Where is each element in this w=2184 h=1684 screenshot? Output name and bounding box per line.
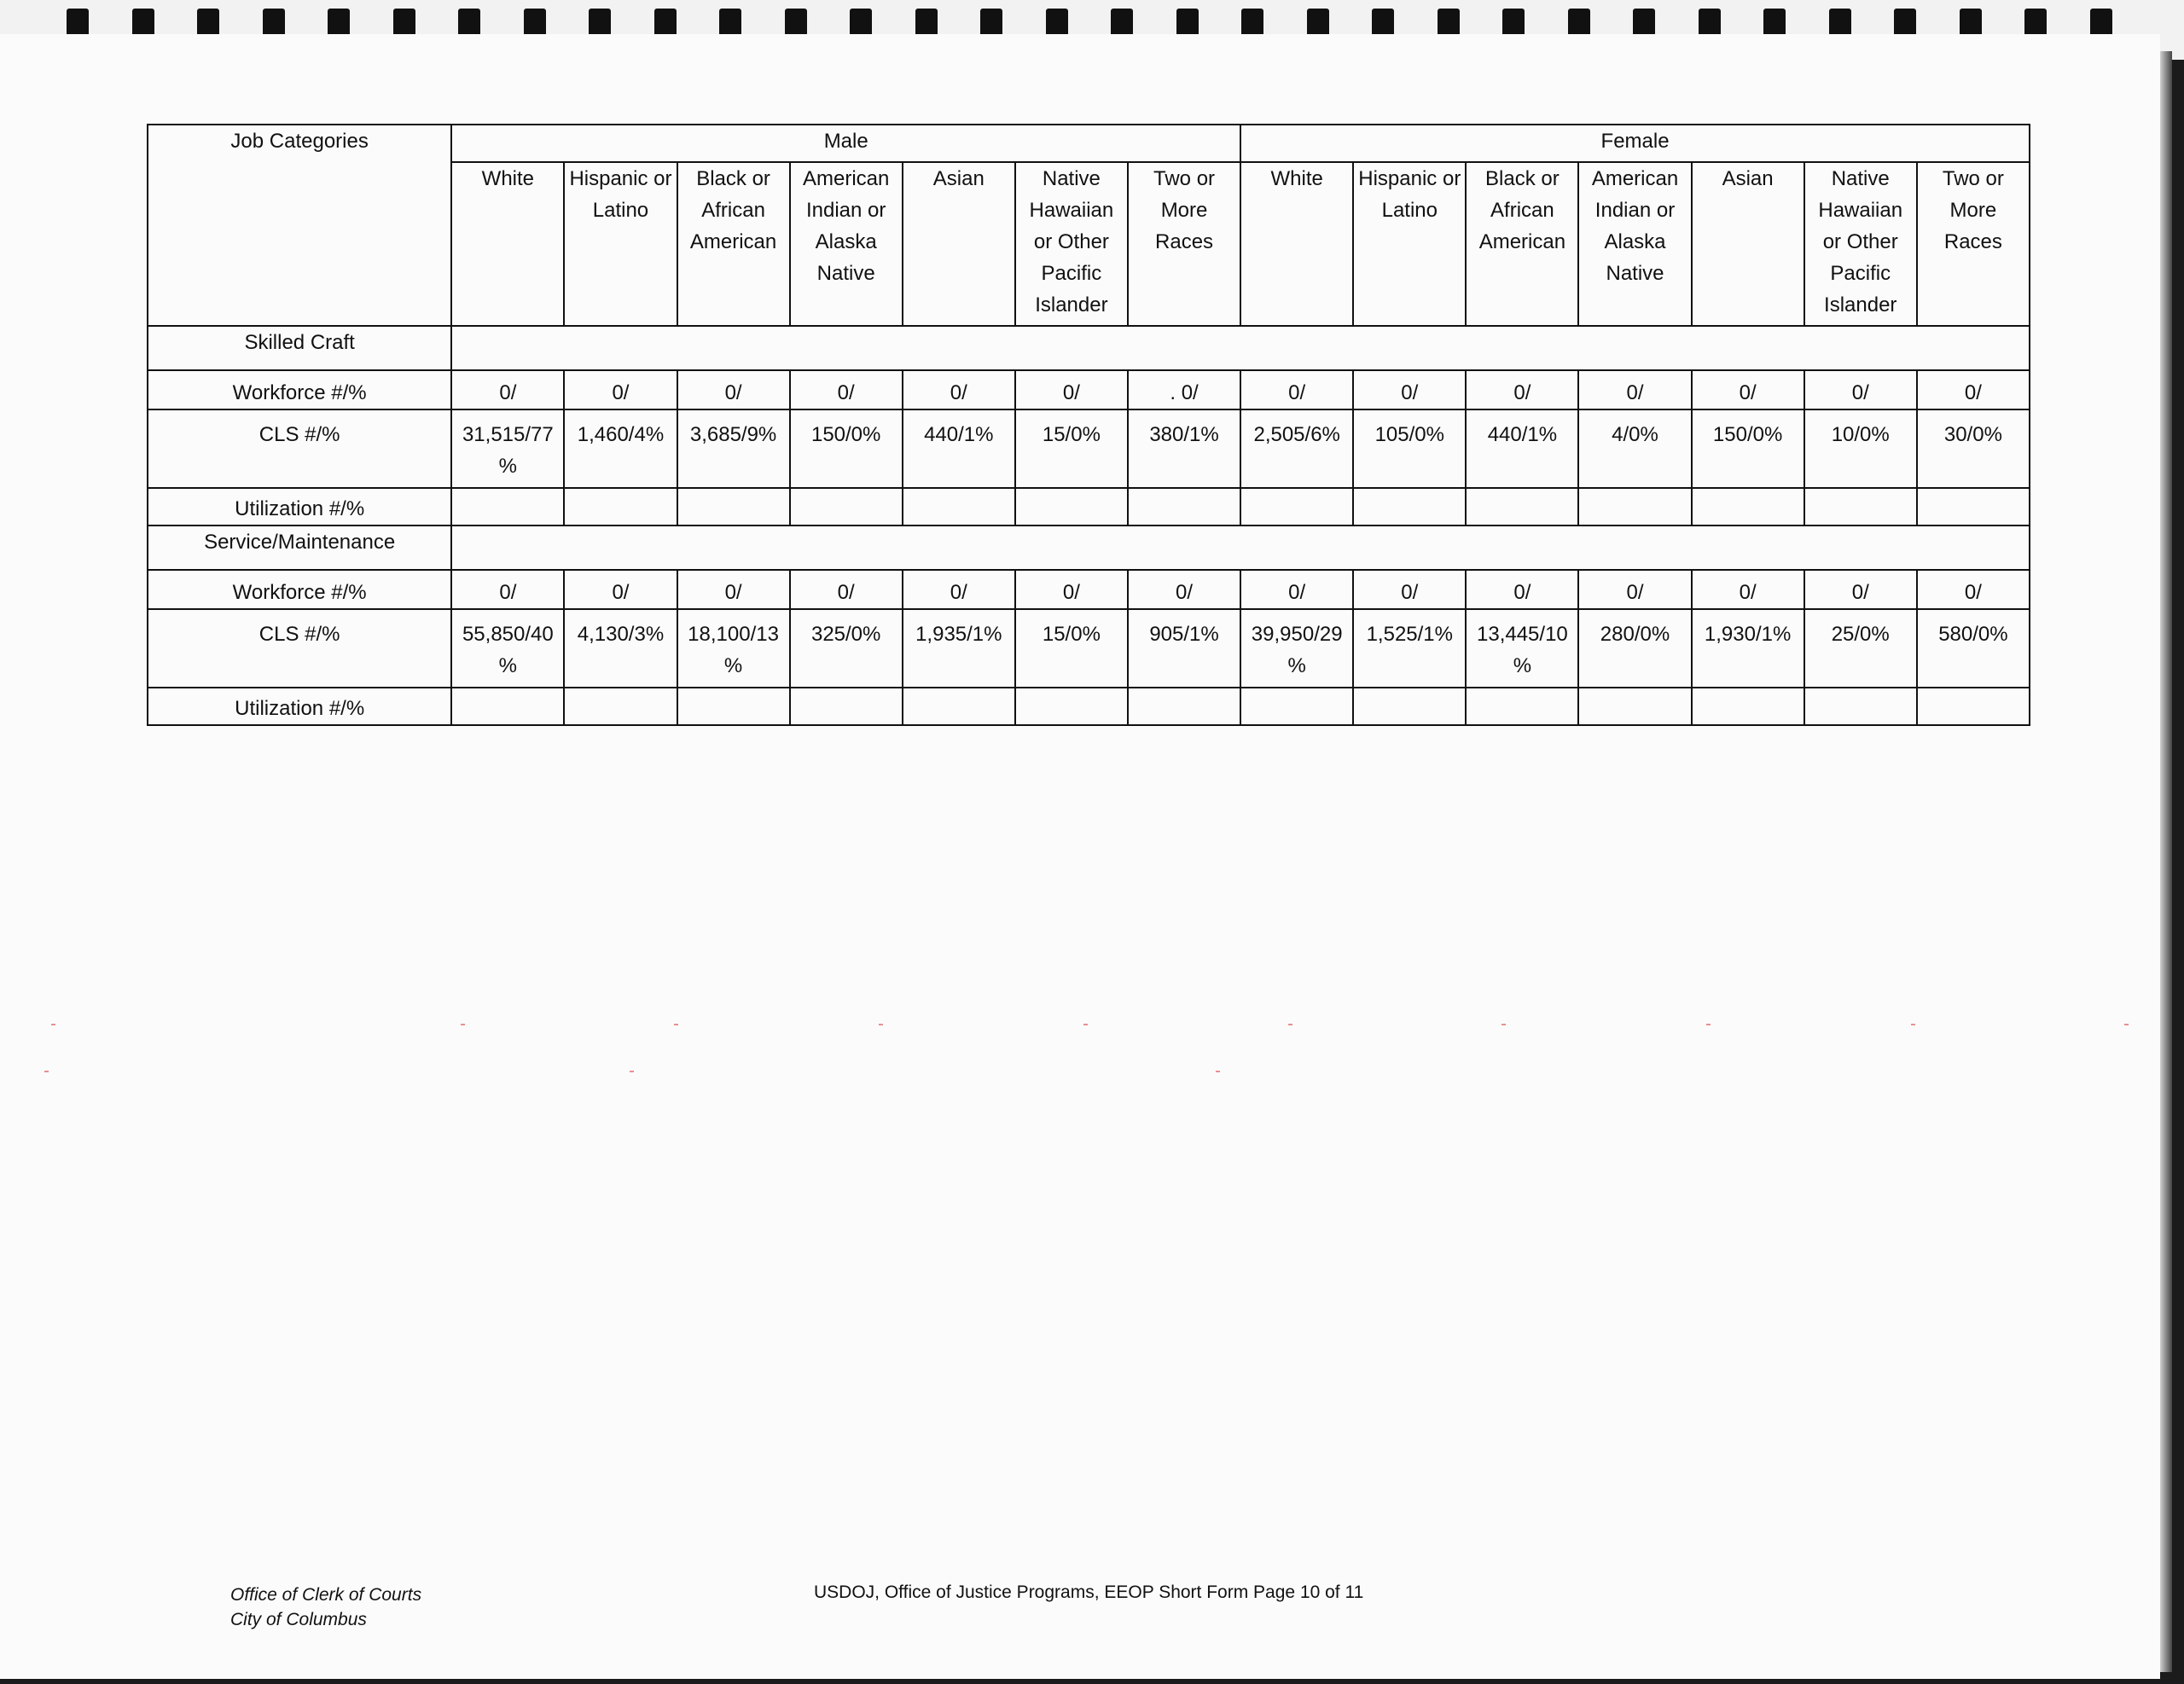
table-row <box>148 570 2030 609</box>
table-cell: 0/ <box>1240 370 1353 409</box>
table-cell <box>1804 488 1917 526</box>
male-race-header: Hispanic or Latino <box>564 162 677 326</box>
female-race-header: Asian <box>1692 162 1804 326</box>
table-cell <box>1917 488 2030 526</box>
table-cell: 0/ <box>564 370 677 409</box>
footer-office-line2: City of Columbus <box>230 1610 367 1629</box>
stray-mark <box>1083 1024 1088 1025</box>
stray-mark <box>51 1024 55 1025</box>
male-race-header: White <box>451 162 564 326</box>
stray-mark <box>674 1024 678 1025</box>
table-cell: 105/0% <box>1353 409 1466 488</box>
male-race-header: Black or African American <box>677 162 790 326</box>
female-race-header: Black or African American <box>1466 162 1578 326</box>
female-race-header: White <box>1240 162 1353 326</box>
section-row <box>148 326 2030 370</box>
row-label: Utilization #/% <box>148 688 451 725</box>
table-cell <box>1353 688 1466 725</box>
female-race-header: American Indian or Alaska Native <box>1578 162 1691 326</box>
table-cell: 0/ <box>677 370 790 409</box>
table-cell <box>790 688 903 725</box>
table-cell <box>451 688 564 725</box>
table-cell <box>1466 488 1578 526</box>
table-cell: 15/0% <box>1015 409 1128 488</box>
table-cell: 1,930/1% <box>1692 609 1804 688</box>
table-cell: 0/ <box>1015 370 1128 409</box>
table-cell <box>1128 488 1240 526</box>
stray-mark <box>1502 1024 1506 1025</box>
row-label: CLS #/% <box>148 409 451 488</box>
table-cell <box>677 488 790 526</box>
table-row <box>148 688 2030 725</box>
section-spacer <box>451 526 2030 570</box>
table-cell <box>1128 688 1240 725</box>
row-label: Utilization #/% <box>148 488 451 526</box>
table-cell <box>1917 688 2030 725</box>
table-cell: 4,130/3% <box>564 609 677 688</box>
table-cell: 25/0% <box>1804 609 1917 688</box>
row-label: Workforce #/% <box>148 570 451 609</box>
table-cell: 440/1% <box>1466 409 1578 488</box>
table-row <box>148 409 2030 488</box>
table-cell: 1,525/1% <box>1353 609 1466 688</box>
table-cell: 1,935/1% <box>903 609 1015 688</box>
stray-mark <box>1288 1024 1292 1025</box>
table-cell: 325/0% <box>790 609 903 688</box>
table-cell <box>1015 688 1128 725</box>
footer-office <box>230 1582 421 1632</box>
table-cell: 0/ <box>1917 570 2030 609</box>
table-cell: 55,850/40 % <box>451 609 564 688</box>
table-cell: 0/ <box>1804 370 1917 409</box>
table-cell: 0/ <box>677 570 790 609</box>
table-cell: 580/0% <box>1917 609 2030 688</box>
table-row <box>148 370 2030 409</box>
table-cell: 0/ <box>1917 370 2030 409</box>
table-cell <box>1578 688 1691 725</box>
row-label: CLS #/% <box>148 609 451 688</box>
table-cell <box>1692 488 1804 526</box>
table-cell <box>790 488 903 526</box>
footer-page-info: USDOJ, Office of Justice Programs, EEOP Short Form Page 10 of 11 <box>814 1582 1364 1602</box>
male-race-header: American Indian or Alaska Native <box>790 162 903 326</box>
eeop-utilization-table <box>147 124 2030 726</box>
table-cell: 0/ <box>1353 370 1466 409</box>
table-cell: 0/ <box>1353 570 1466 609</box>
table-cell: 0/ <box>903 570 1015 609</box>
footer-office-line1: Office of Clerk of Courts <box>230 1585 422 1605</box>
table-cell: 0/ <box>790 570 903 609</box>
table-cell: 31,515/77 % <box>451 409 564 488</box>
section-title: Service/Maintenance <box>148 526 451 570</box>
table-row <box>148 609 2030 688</box>
table-cell: 2,505/6% <box>1240 409 1353 488</box>
stray-mark <box>44 1071 49 1072</box>
row-label: Workforce #/% <box>148 370 451 409</box>
section-row <box>148 526 2030 570</box>
table-row <box>148 488 2030 526</box>
table-cell <box>451 488 564 526</box>
table-cell: 0/ <box>903 370 1015 409</box>
male-race-header: Native Hawaiian or Other Pacific Islander <box>1015 162 1128 326</box>
table-cell: . 0/ <box>1128 370 1240 409</box>
table-cell <box>1240 488 1353 526</box>
table-cell <box>564 688 677 725</box>
table-cell: 0/ <box>1128 570 1240 609</box>
document-page <box>0 34 2160 1679</box>
table-cell: 0/ <box>1578 570 1691 609</box>
table-cell: 150/0% <box>1692 409 1804 488</box>
table-cell <box>564 488 677 526</box>
table-cell <box>1466 688 1578 725</box>
table-cell <box>1804 688 1917 725</box>
female-race-header: Native Hawaiian or Other Pacific Islander <box>1804 162 1917 326</box>
stray-mark <box>879 1024 883 1025</box>
table-cell: 0/ <box>1240 570 1353 609</box>
table-cell: 150/0% <box>790 409 903 488</box>
table-cell: 0/ <box>1466 370 1578 409</box>
section-title: Skilled Craft <box>148 326 451 370</box>
table-cell <box>1240 688 1353 725</box>
table-cell <box>1015 488 1128 526</box>
table-cell: 30/0% <box>1917 409 2030 488</box>
table-cell: 10/0% <box>1804 409 1917 488</box>
table-cell: 1,460/4% <box>564 409 677 488</box>
table-cell: 0/ <box>451 570 564 609</box>
male-race-header: Two or More Races <box>1128 162 1240 326</box>
table-cell: 4/0% <box>1578 409 1691 488</box>
female-race-header: Hispanic or Latino <box>1353 162 1466 326</box>
table-cell: 18,100/13 % <box>677 609 790 688</box>
table-cell: 380/1% <box>1128 409 1240 488</box>
table-cell: 0/ <box>1466 570 1578 609</box>
table-cell <box>677 688 790 725</box>
female-group-header: Female <box>1240 125 2030 162</box>
table-cell <box>1578 488 1691 526</box>
section-spacer <box>451 326 2030 370</box>
table-cell: 0/ <box>564 570 677 609</box>
male-group-header: Male <box>451 125 1240 162</box>
table-cell <box>903 688 1015 725</box>
table-cell: 13,445/10 % <box>1466 609 1578 688</box>
table-cell: 15/0% <box>1015 609 1128 688</box>
table-cell: 0/ <box>1015 570 1128 609</box>
table-cell: 3,685/9% <box>677 409 790 488</box>
table-cell: 0/ <box>1578 370 1691 409</box>
stray-mark <box>1911 1024 1915 1025</box>
table-cell: 0/ <box>451 370 564 409</box>
table-cell: 280/0% <box>1578 609 1691 688</box>
female-race-header: Two or More Races <box>1917 162 2030 326</box>
stray-mark <box>1216 1071 1220 1072</box>
stray-mark <box>2124 1024 2129 1025</box>
table-cell: 0/ <box>790 370 903 409</box>
job-categories-header: Job Categories <box>148 125 451 326</box>
table-cell: 39,950/29 % <box>1240 609 1353 688</box>
table-cell <box>1692 688 1804 725</box>
table-cell: 905/1% <box>1128 609 1240 688</box>
male-race-header: Asian <box>903 162 1015 326</box>
stray-mark <box>630 1071 634 1072</box>
table-cell <box>903 488 1015 526</box>
table-cell: 0/ <box>1692 370 1804 409</box>
stray-mark <box>1706 1024 1711 1025</box>
stray-mark <box>461 1024 465 1025</box>
table-cell <box>1353 488 1466 526</box>
table-cell: 0/ <box>1692 570 1804 609</box>
table-cell: 440/1% <box>903 409 1015 488</box>
table-cell: 0/ <box>1804 570 1917 609</box>
